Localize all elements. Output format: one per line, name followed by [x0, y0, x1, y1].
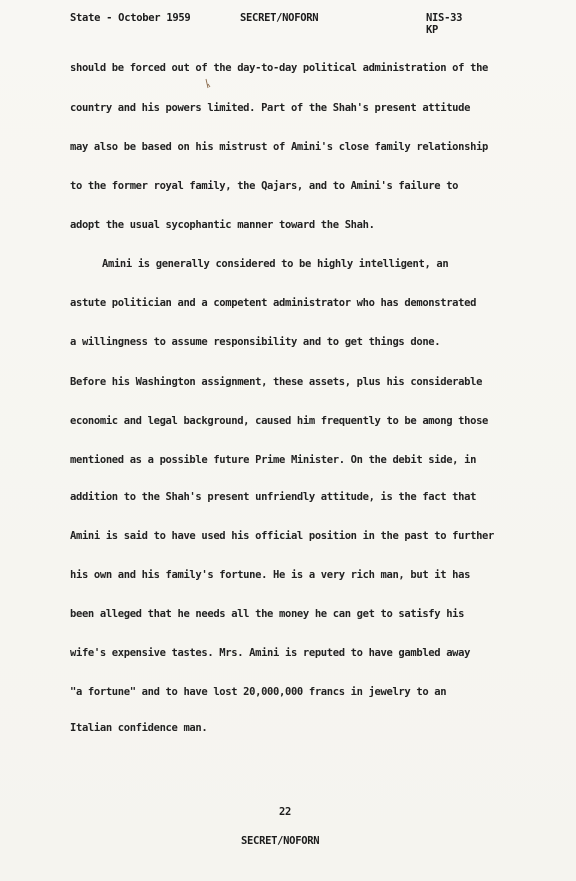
header-reference-code: NIS-33 [426, 12, 463, 24]
body-line: Before his Washington assignment, these assets, plus his considerable [70, 376, 483, 388]
body-line: economic and legal background, caused him frequently to be among those [70, 415, 489, 427]
body-line: his own and his family's fortune. He is a very rich man, but it has [70, 569, 471, 581]
body-line: Italian confidence man. [70, 722, 208, 734]
body-line: to the former royal family, the Qajars, and to Amini's failure to [70, 180, 459, 192]
body-line: adopt the usual sycophantic manner toward the Shah. [70, 219, 375, 231]
body-line: astute politician and a competent administrator who has demonstrated [70, 297, 477, 309]
footer-classification: SECRET/NOFORN [241, 835, 320, 847]
body-line: Amini is generally considered to be highly intelligent, an [102, 258, 449, 270]
body-line: country and his powers limited. Part of the Shah's present attitude [70, 102, 471, 114]
body-line: may also be based on his mistrust of Amini's close family relationship [70, 141, 489, 153]
body-line: a willingness to assume responsibility and to get things done. [70, 336, 441, 348]
body-line: been alleged that he needs all the money he can get to satisfy his [70, 608, 465, 620]
body-line: should be forced out of the day-to-day political administration of the [70, 62, 489, 74]
page-number: 22 [279, 806, 292, 818]
body-line: "a fortune" and to have lost 20,000,000 francs in jewelry to an [70, 686, 447, 698]
body-line: wife's expensive tastes. Mrs. Amini is reputed to have gambled away [70, 647, 471, 659]
handwritten-mark-icon [205, 78, 211, 90]
header-reference [426, 12, 462, 36]
header-reference-country: KP [426, 24, 439, 36]
body-line: Amini is said to have used his official position in the past to further [70, 530, 494, 542]
header-classification: SECRET/NOFORN [240, 12, 319, 24]
body-line: mentioned as a possible future Prime Minister. On the debit side, in [70, 454, 477, 466]
header-date: State - October 1959 [70, 12, 191, 24]
body-line: addition to the Shah's present unfriendly attitude, is the fact that [70, 491, 477, 503]
